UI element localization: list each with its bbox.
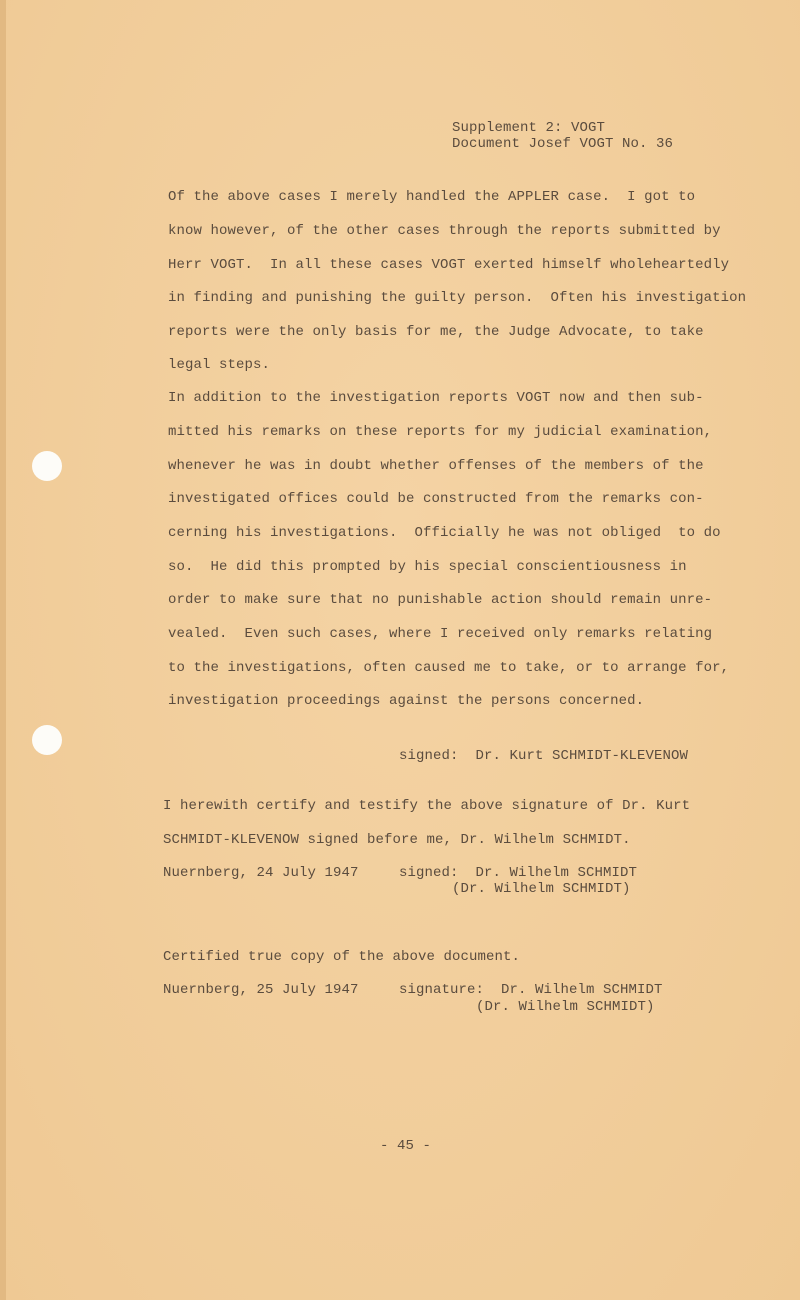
body-line: order to make sure that no punishable action should remain unre- xyxy=(168,592,713,608)
punch-hole xyxy=(32,725,62,755)
certify-signed: signed: Dr. Wilhelm SCHMIDT xyxy=(399,865,638,881)
body-line: so. He did this prompted by his special conscientiousness in xyxy=(168,559,687,575)
copy-place-date: Nuernberg, 25 July 1947 xyxy=(163,982,359,998)
certify-name: (Dr. Wilhelm SCHMIDT) xyxy=(452,881,631,897)
body-line: investigation proceedings against the persons concerned. xyxy=(168,693,645,709)
body-line: in finding and punishing the guilty person. Often his investigation xyxy=(168,290,747,306)
certify-place-date: Nuernberg, 24 July 1947 xyxy=(163,865,359,881)
body-line: legal steps. xyxy=(168,357,271,373)
body-line: reports were the only basis for me, the Judge Advocate, to take xyxy=(168,324,704,340)
body-line: cerning his investigations. Officially he was not obliged to do xyxy=(168,525,721,541)
certify-line: I herewith certify and testify the above signature of Dr. Kurt xyxy=(163,798,691,814)
header-supplement: Supplement 2: VOGT xyxy=(452,120,606,136)
copy-certification: Certified true copy of the above document. xyxy=(163,949,521,965)
punch-hole xyxy=(32,451,62,481)
body-line: In addition to the investigation reports VOGT now and then sub- xyxy=(168,390,704,406)
header-document-number: Document Josef VOGT No. 36 xyxy=(452,136,674,152)
body-line: whenever he was in doubt whether offenses of the members of the xyxy=(168,458,704,474)
body-line: know however, of the other cases through the reports submitted by xyxy=(168,223,721,239)
signature-schmidt-klevenow: signed: Dr. Kurt SCHMIDT-KLEVENOW xyxy=(399,748,689,764)
body-line: mitted his remarks on these reports for my judicial examination, xyxy=(168,424,713,440)
body-line: investigated offices could be constructed from the remarks con- xyxy=(168,491,704,507)
certify-line: SCHMIDT-KLEVENOW signed before me, Dr. Wilhelm SCHMIDT. xyxy=(163,832,631,848)
page-edge xyxy=(0,0,6,1300)
copy-signature: signature: Dr. Wilhelm SCHMIDT xyxy=(399,982,663,998)
page-number: - 45 - xyxy=(380,1138,432,1154)
body-line: to the investigations, often caused me to take, or to arrange for, xyxy=(168,660,730,676)
body-line: Of the above cases I merely handled the APPLER case. I got to xyxy=(168,189,696,205)
body-line: Herr VOGT. In all these cases VOGT exerted himself wholeheartedly xyxy=(168,257,730,273)
body-line: vealed. Even such cases, where I received only remarks relating xyxy=(168,626,713,642)
copy-name: (Dr. Wilhelm SCHMIDT) xyxy=(476,999,655,1015)
